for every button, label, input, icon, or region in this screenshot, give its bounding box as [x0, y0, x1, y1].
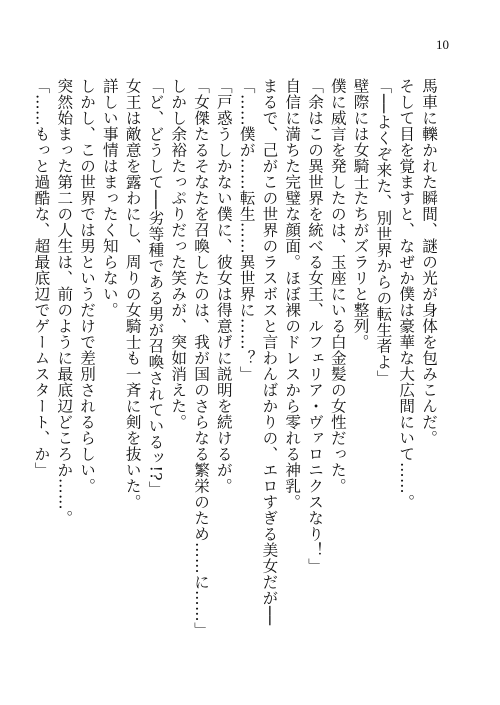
vertical-text-block — [30, 78, 440, 678]
text-line: 壁際には女騎士たちがズラリと整列。 — [351, 78, 370, 350]
text-line: 突然始まった第二の人生は、前のように最底辺どころか……。 — [55, 78, 74, 526]
text-line: 女王は敵意を露わにし、周りの女騎士も一斉に剣を抜いた。 — [123, 78, 142, 510]
text-line: 「……僕が……転生……異世界に……？」 — [237, 78, 256, 382]
text-line: 「女傑たるそなたを召喚したのは、我が国のさらなる繁栄のため……に……」 — [192, 78, 211, 638]
text-line: 馬車に轢かれた瞬間、謎の光が身体を包みこんだ。 — [420, 78, 438, 446]
text-line: しかし、この世界では男というだけで差別されるらしい。 — [78, 78, 97, 494]
text-line: そして目を覚ますと、なぜか僕は豪華な大広間にいて……。 — [397, 78, 416, 510]
text-line: 自信に満ちた完璧な顔面。ほぼ裸のドレスから零れる神乳。 — [283, 78, 302, 510]
text-line: 「戸惑うしかない僕に、彼女は得意げに説明を続けるが。 — [214, 78, 233, 494]
text-line: 「……もっと過酷な、超最底辺でゲームスタート、か」 — [32, 78, 51, 478]
text-line: 僕に威言を発したのは、玉座にいる白金髪の女性だった。 — [328, 78, 347, 494]
text-line: 詳しい事情はまったく知らない。 — [100, 78, 119, 318]
page-number: 10 — [436, 37, 449, 52]
text-line: しかし余裕たっぷりだった笑みが、突如消えた。 — [169, 78, 188, 430]
text-line: まるで、己がこの世界のラスボスと言わんばかりの、エロすぎる美女だが── — [260, 78, 279, 626]
text-line: 「ど、どうして──劣等種である男が召喚されているッ!?」 — [146, 78, 165, 498]
text-line: 「余はこの異世界を統べる女王、ルフェリア・ヴァロニクスなり！」 — [306, 78, 325, 574]
text-line: 「──よくぞ来た、別世界からの転生者よ」 — [374, 78, 393, 386]
